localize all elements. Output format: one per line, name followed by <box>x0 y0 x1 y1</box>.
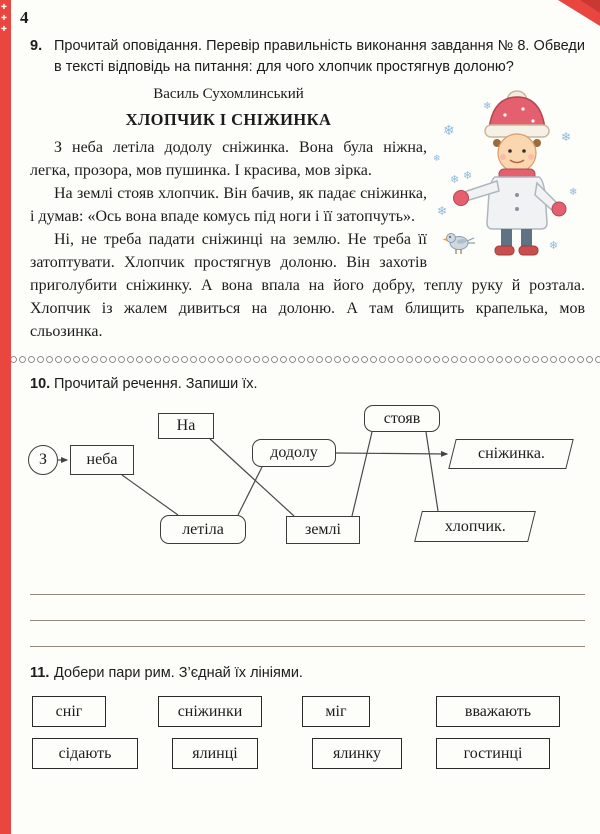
task10-instruction-text: Прочитай речення. Запиши їх. <box>54 376 258 392</box>
rhyme-pairs-grid <box>0 696 600 780</box>
diagram-node-zemli: землі <box>286 516 360 544</box>
task10-number: 10. <box>30 376 51 392</box>
page-number: 4 <box>20 8 29 27</box>
svg-text:❄: ❄ <box>437 204 448 218</box>
svg-text:❄: ❄ <box>561 130 572 144</box>
story-title: ХЛОПЧИК І СНІЖИНКА <box>125 110 332 129</box>
diagram-node-na: На <box>158 413 214 439</box>
task9-number: 9. <box>30 38 43 54</box>
task10-instruction <box>30 374 585 395</box>
sentence-diagram <box>0 403 600 553</box>
child-with-snowflakes-illustration <box>433 83 585 259</box>
diagram-node-dodolu: додолу <box>252 439 336 467</box>
svg-text:❄: ❄ <box>549 240 559 252</box>
story-paragraph: На землі стояв хлопчик. Він бачив, як падає сніжинка, і думав: «Ось вона впаде комусь під ноги і її затопчуть». <box>30 185 427 225</box>
svg-text:❄: ❄ <box>433 153 441 163</box>
diagram-node-khlopchyk: хлопчик. <box>414 511 536 542</box>
story-block <box>30 83 585 343</box>
writing-line <box>30 595 585 621</box>
left-edge-band <box>0 0 11 834</box>
svg-text:❄: ❄ <box>483 101 492 112</box>
rhyme-word-box: сніг <box>32 696 106 727</box>
task9-instruction-text: Прочитай оповідання. Перевір правильність виконання завдання № 8. Обведи в тексті відповідь на питання: для чого хлопчик простягнув долоню? <box>54 38 585 75</box>
diagram-node-z: З <box>28 445 58 475</box>
rhyme-word-box: міг <box>302 696 370 727</box>
task9-instruction <box>30 36 585 78</box>
diagram-node-snizhynka: сніжинка. <box>448 439 573 469</box>
story-author: Василь Сухомлинський <box>153 86 304 102</box>
svg-text:❄: ❄ <box>443 124 455 139</box>
page-content <box>30 36 585 780</box>
rhyme-word-box: ялинці <box>172 738 258 769</box>
cross-icon: ✚ <box>1 15 7 22</box>
rhyme-word-box: ялинку <box>312 738 402 769</box>
writing-line <box>30 621 585 647</box>
bird-icon <box>443 234 476 255</box>
svg-text:❄: ❄ <box>463 170 473 182</box>
diagram-node-letila: летіла <box>160 515 246 544</box>
writing-line <box>30 569 585 595</box>
cross-icon: ✚ <box>1 26 7 33</box>
rhyme-word-box: сідають <box>32 738 138 769</box>
task11-instruction <box>30 663 585 684</box>
story-paragraph: З неба летіла додолу сніжинка. Вона була ніжна, легка, прозора, мов пушинка. І красива, мов зірка. <box>30 139 427 179</box>
task11-instruction-text: Добери пари рим. З’єднай їх лініями. <box>54 665 303 681</box>
rhyme-word-box: вважають <box>436 696 560 727</box>
cross-icon: ✚ <box>1 4 7 11</box>
corner-decoration <box>550 0 600 26</box>
writing-lines <box>30 569 585 647</box>
diagram-node-neba: неба <box>70 445 134 475</box>
diagram-node-stoyav: стояв <box>364 405 440 432</box>
task11-number: 11. <box>30 665 50 681</box>
rhyme-word-box: сніжинки <box>158 696 262 727</box>
story-paragraph: Ні, не треба падати сніжинці на землю. Не треба її затоптувати. Хлопчик простягнув долоню. Він захотів приголубити сніжинку. А вона впала на його добру, теплу руку й розтала. Хлопчик із жалем дивиться на долоню. А там блищить крапелька, мов сльозинка. <box>30 231 585 340</box>
section-divider <box>0 355 600 364</box>
rhyme-word-box: гостинці <box>436 738 550 769</box>
svg-text:❄: ❄ <box>450 174 460 186</box>
svg-text:❄: ❄ <box>569 187 578 198</box>
